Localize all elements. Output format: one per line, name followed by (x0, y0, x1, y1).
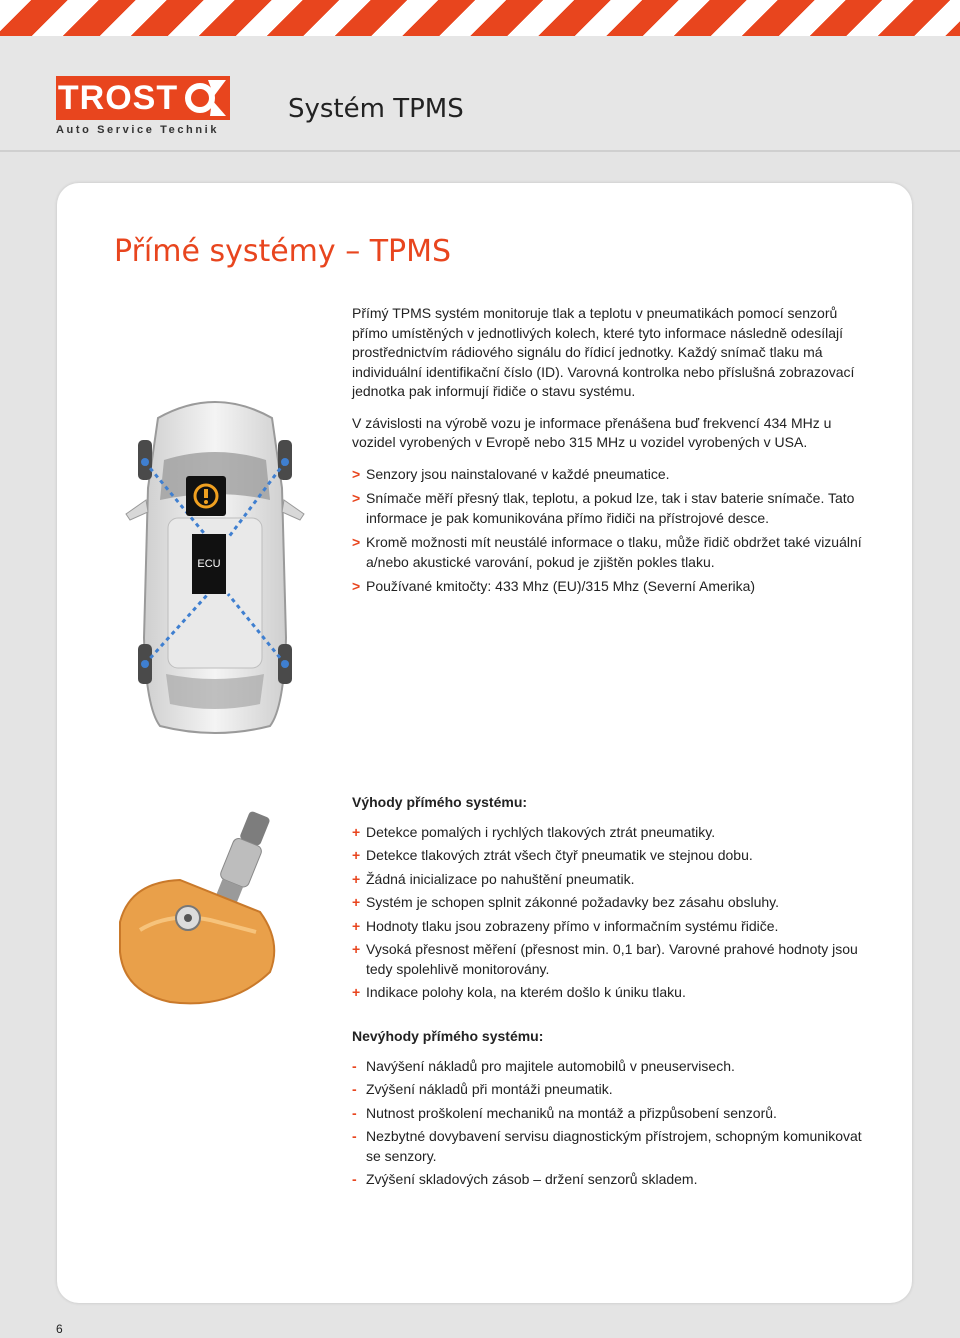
section-title: Přímé systémy – TPMS (114, 234, 452, 269)
logo-wordmark: TROST (56, 76, 180, 120)
header-title: Systém TPMS (288, 94, 464, 124)
trost-logo (56, 76, 236, 138)
advantage-text: Systém je schopen splnit zákonné požadavky bez zásahu obsluhy. (366, 894, 779, 910)
list-item (352, 533, 872, 572)
bullet-marker: > (352, 534, 361, 550)
minus-marker: - (352, 1104, 357, 1121)
warning-lamp-icon (186, 476, 226, 516)
advantage-text: Hodnoty tlaku jsou zobrazeny přímo v informačním systému řidiče. (366, 917, 779, 934)
intro-paragraph-2: V závislosti na výrobě vozu je informace přenášena buď frekvencí 434 MHz u vozidel vyrobených v Evropě nebo 315 MHz u vozidel vyrobených v USA. (352, 414, 832, 450)
page-header (0, 36, 960, 152)
feature-bullet-list (352, 465, 872, 597)
list-item (352, 489, 872, 528)
disadvantages-section (352, 1027, 872, 1194)
intro-text (352, 304, 872, 602)
logo-subtitle: Auto Service Technik (56, 124, 220, 136)
intro-paragraph-1: Přímý TPMS systém monitoruje tlak a teplotu v pneumatikách pomocí senzorů přímo umístěných v jednotlivých kolech, které tyto informace následně odesílají prostřednictvím rádiového signálu do řídicí jednotky. Každý snímač tlaku má individuální identifikační číslo (ID). Varovná kontrolka nebo příslušná zobrazovací jednotka pak informují řidiče o stavu systému. (352, 305, 855, 399)
disadvantage-text: Nezbytné dovybavení servisu diagnostickým přístrojem, schopným komunikovat se senzory. (366, 1128, 862, 1164)
advantages-title: Výhody přímého systému: (352, 794, 528, 810)
plus-marker: + (352, 984, 361, 1000)
disadvantages-title: Nevýhody přímého systému: (352, 1028, 544, 1044)
plus-marker: + (352, 894, 361, 910)
minus-marker: - (352, 1171, 357, 1187)
list-item (352, 940, 872, 979)
advantage-text: Detekce tlakových ztrát všech čtyř pneumatik ve stejnou dobu. (366, 847, 753, 863)
ecu-label: ECU (197, 558, 221, 570)
advantage-text: Vysoká přesnost měření (přesnost min. 0,1 bar). Varovné prahové hodnoty jsou tedy spolehlivě monitorovány. (366, 941, 858, 977)
bullet-text: Kromě možnosti mít neustálé informace o tlaku, může řidič obdržet také vizuální a/nebo akustické varování, pokud je zjištěn pokles tlaku. (366, 534, 862, 570)
plus-marker: + (352, 870, 361, 887)
minus-marker: - (352, 1128, 357, 1144)
advantage-text: Detekce pomalých i rychlých tlakových ztrát pneumatiky. (366, 823, 716, 840)
tpms-sensor-illustration (110, 802, 290, 1012)
advantages-section (352, 793, 872, 1007)
bullet-text: Používané kmitočty: 433 Mhz (EU)/315 Mhz (Severní Amerika) (366, 578, 756, 594)
bullet-text: Senzory jsou nainstalované v každé pneumatice. (366, 465, 670, 482)
list-item (352, 577, 872, 597)
list-item (352, 1127, 872, 1166)
list-item (352, 465, 872, 485)
list-item (352, 1057, 872, 1077)
page-number: 6 (56, 1322, 63, 1336)
minus-marker: - (352, 1057, 357, 1074)
list-item (352, 1170, 872, 1190)
decorative-stripe-bar (0, 0, 960, 36)
list-item (352, 983, 872, 1003)
advantage-text: Indikace polohy kola, na kterém došlo k úniku tlaku. (366, 984, 686, 1000)
list-item (352, 917, 872, 937)
plus-marker: + (352, 823, 361, 840)
disadvantage-text: Navýšení nákladů pro majitele automobilů v pneuservisech. (366, 1057, 735, 1074)
list-item (352, 1080, 872, 1100)
bullet-marker: > (352, 578, 361, 594)
plus-marker: + (352, 847, 361, 863)
bullet-text: Snímače měří přesný tlak, teplotu, a pokud lze, tak i stav baterie snímače. Tato informace je pak komunikována přímo řidiči na přístrojové desce. (366, 490, 855, 526)
bullet-marker: > (352, 465, 361, 482)
bullet-marker: > (352, 490, 361, 506)
plus-marker: + (352, 941, 361, 957)
list-item (352, 893, 872, 913)
list-item (352, 870, 872, 890)
logo-mark-icon (180, 76, 230, 120)
disadvantage-text: Nutnost proškolení mechaniků na montáž a přizpůsobení senzorů. (366, 1104, 777, 1121)
plus-marker: + (352, 917, 361, 934)
list-item (352, 846, 872, 866)
minus-marker: - (352, 1081, 357, 1097)
list-item (352, 1104, 872, 1124)
advantage-text: Žádná inicializace po nahuštění pneumatik. (366, 870, 635, 887)
disadvantage-text: Zvýšení nákladů při montáži pneumatik. (366, 1081, 613, 1097)
list-item (352, 823, 872, 843)
disadvantage-text: Zvýšení skladových zásob – držení senzorů skladem. (366, 1171, 698, 1187)
